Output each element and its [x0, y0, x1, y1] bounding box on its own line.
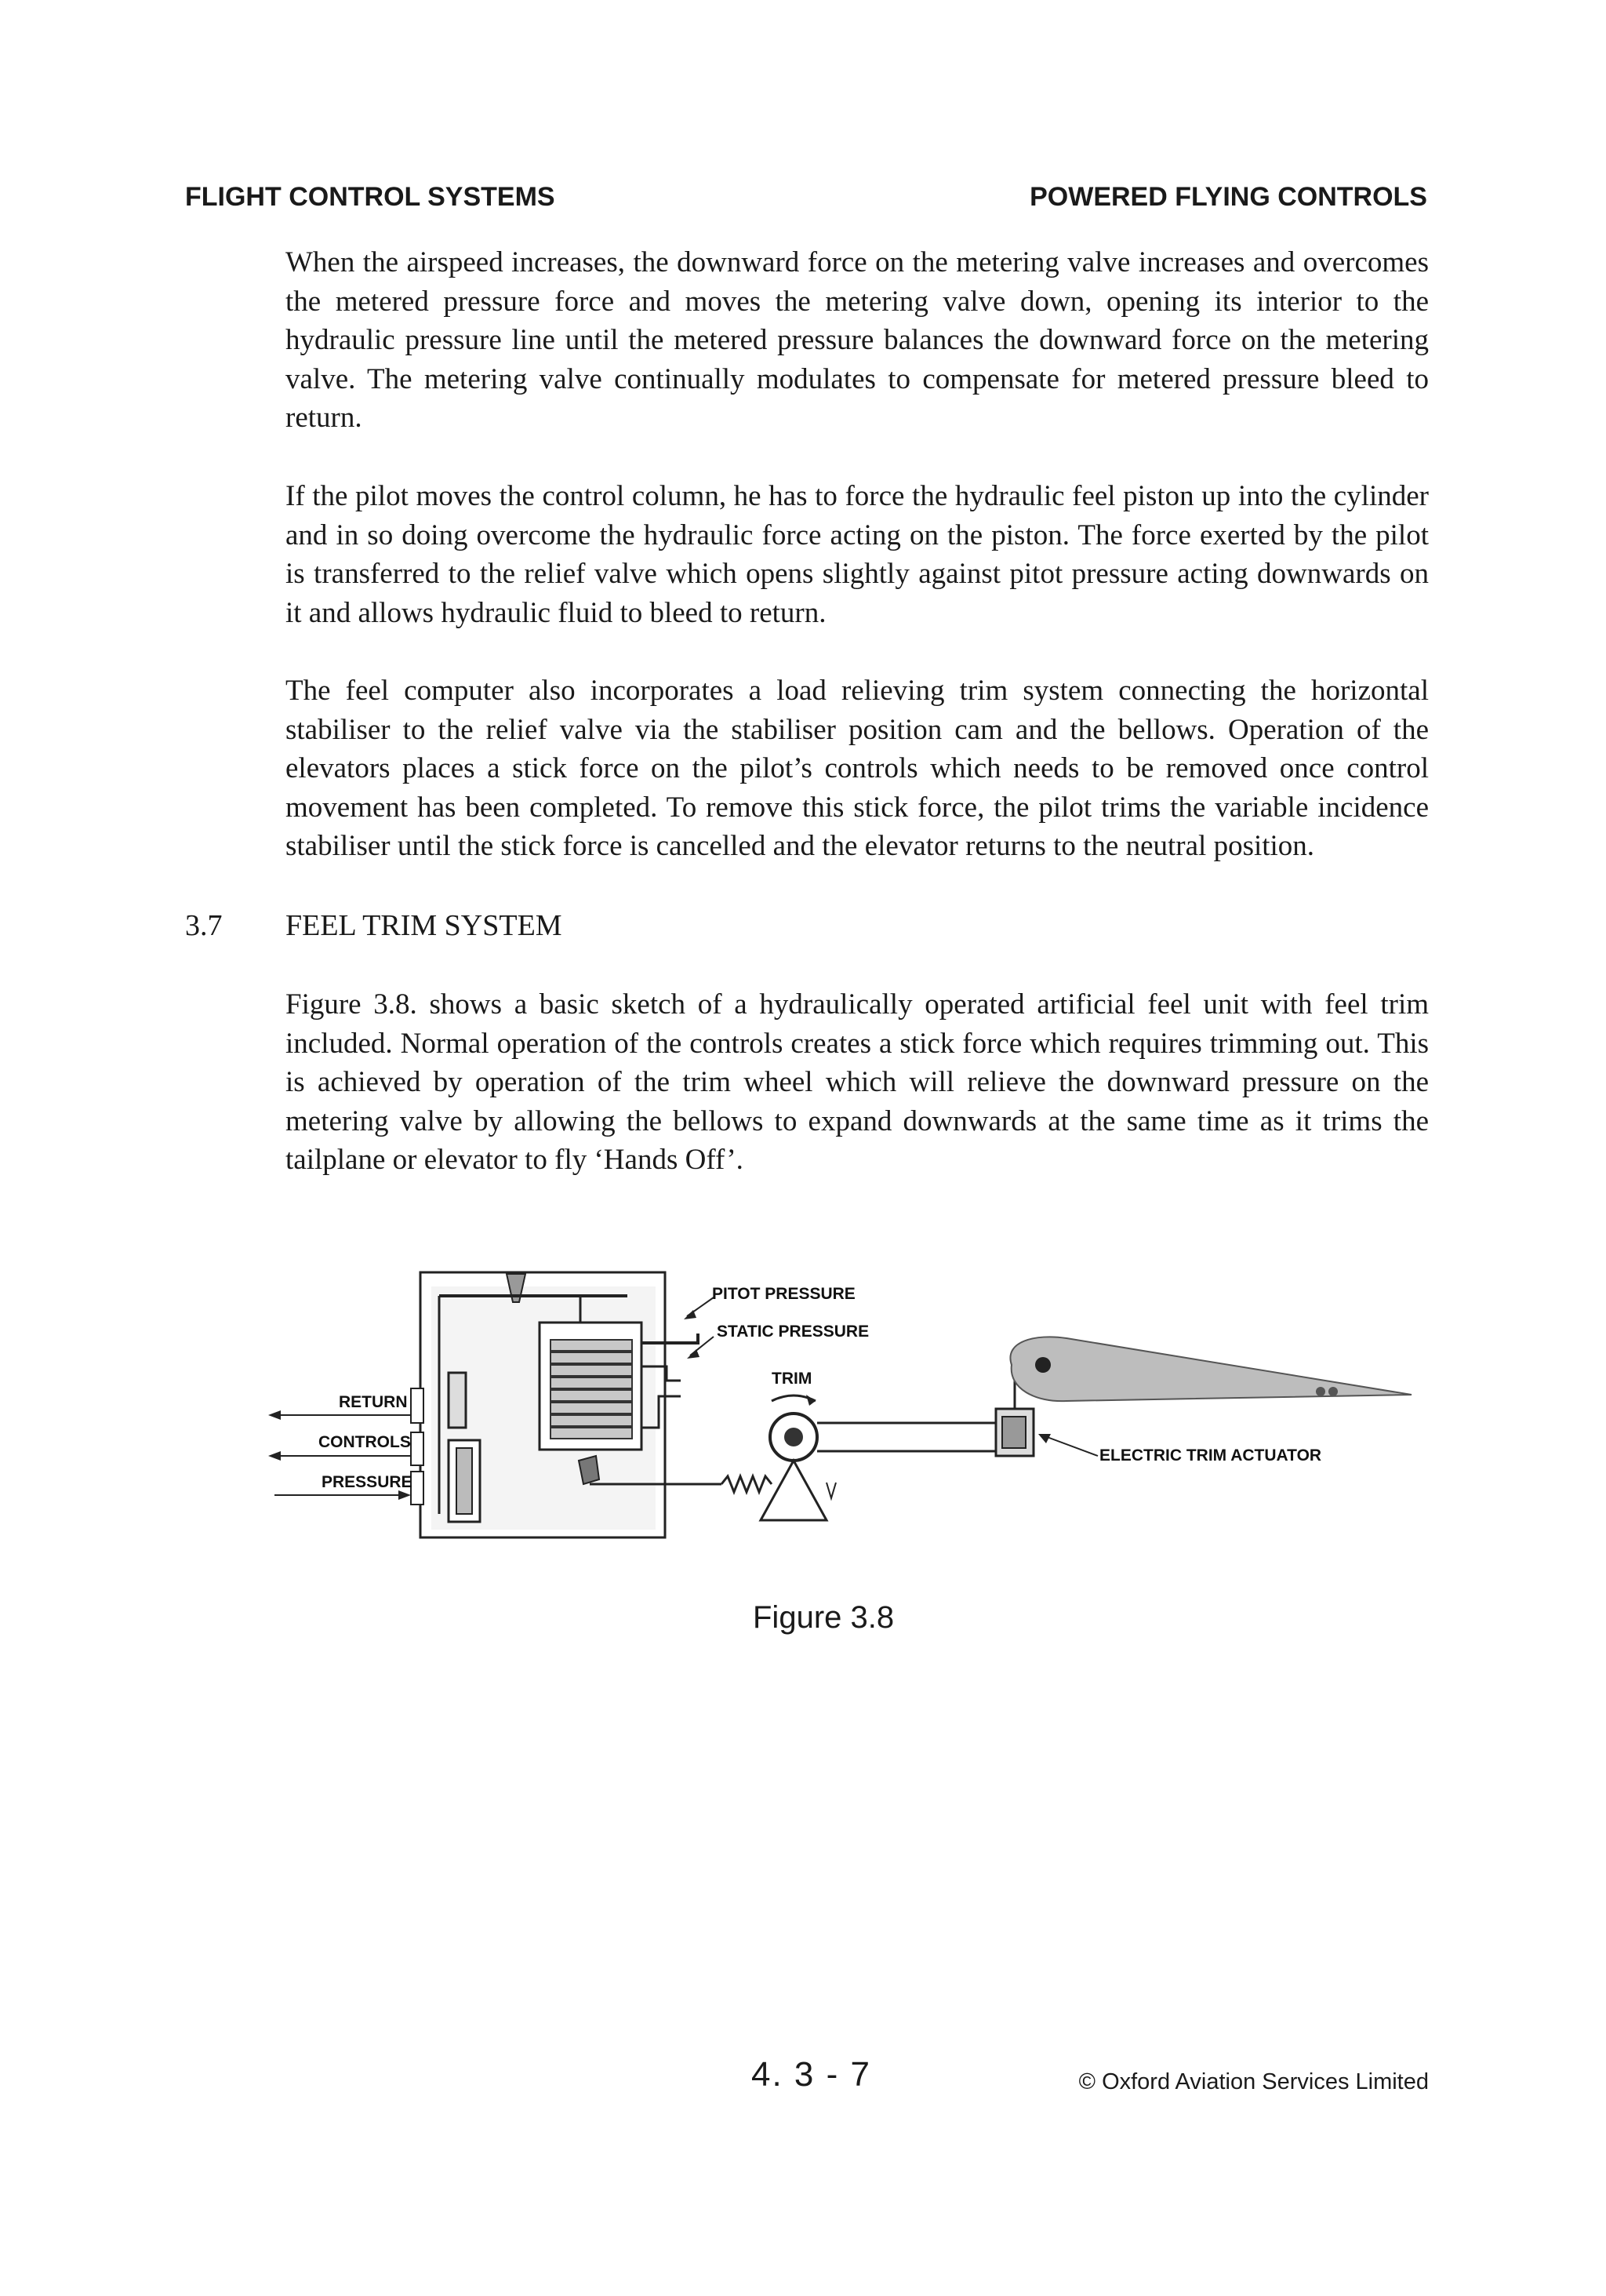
static-pressure-label: STATIC PRESSURE: [717, 1323, 870, 1341]
paragraph-2: If the pilot moves the control column, he has to force the hydraulic feel piston up into the cylinder and in so doing overcome the hydraulic force acting on the piston. The force exerted by the pilot is transferred to the relief valve which opens slightly against pitot pressure acting downwards on it and allows hydraulic fluid to bleed to return.: [285, 480, 1429, 629]
figure-3-8-diagram: [251, 1255, 1427, 1553]
return-label: RETURN: [339, 1393, 408, 1411]
copyright-notice: © Oxford Aviation Services Limited: [1078, 2069, 1429, 2094]
return-port: [411, 1388, 423, 1423]
bellows: [550, 1340, 632, 1439]
figure-caption: Figure 3.8: [753, 1600, 895, 1635]
page-number: 4. 3 - 7: [751, 2055, 871, 2094]
controls-label: CONTROLS: [318, 1433, 411, 1451]
pressure-label: PRESSURE: [322, 1473, 412, 1491]
paragraph-3: The feel computer also incorporates a load relieving trim system connecting the horizontal stabiliser to the relief valve via the stabiliser position cam and the bellows. Operation of the elevators places a stick force on the pilot’s controls which needs to be removed once control movement has been completed. To remove this stick force, the pilot trims the variable incidence stabiliser until the stick force is cancelled and the elevator returns to the neutral position.: [285, 675, 1429, 862]
tailplane: [1010, 1337, 1412, 1401]
trim-spring: [721, 1476, 772, 1492]
header-right: POWERED FLYING CONTROLS: [1030, 182, 1427, 212]
section-number: 3.7: [185, 909, 223, 942]
header-left: FLIGHT CONTROL SYSTEMS: [185, 182, 555, 212]
trim-wheel-stand: [761, 1461, 827, 1520]
electric-trim-actuator-label: ELECTRIC TRIM ACTUATOR: [1099, 1446, 1322, 1465]
pressure-port: [411, 1472, 423, 1505]
trim-label: TRIM: [772, 1370, 812, 1388]
paragraph-1: When the airspeed increases, the downward force on the metering valve increases and overcomes the metered pressure force and moves the metering valve down, opening its interior to the hydraulic pressure line until the metered pressure balances the downward force on the metering valve. The metering valve continually modulates to compensate for metered pressure bleed to return.: [285, 246, 1429, 434]
controls-port: [411, 1432, 423, 1465]
pitot-pressure-label: PITOT PRESSURE: [712, 1285, 856, 1303]
section-paragraph: Figure 3.8. shows a basic sketch of a hydraulically operated artificial feel unit with feel trim included. Normal operation of the controls creates a stick force which requires trimming out. This is achieved by operation of the trim wheel which will relieve the downward pressure on the metering valve by allowing the bellows to expand downwards at the same time as it trims the tailplane or elevator to fly ‘Hands Off’.: [285, 988, 1429, 1176]
section-title: FEEL TRIM SYSTEM: [285, 909, 562, 942]
feel-cylinder-upper: [449, 1373, 466, 1428]
